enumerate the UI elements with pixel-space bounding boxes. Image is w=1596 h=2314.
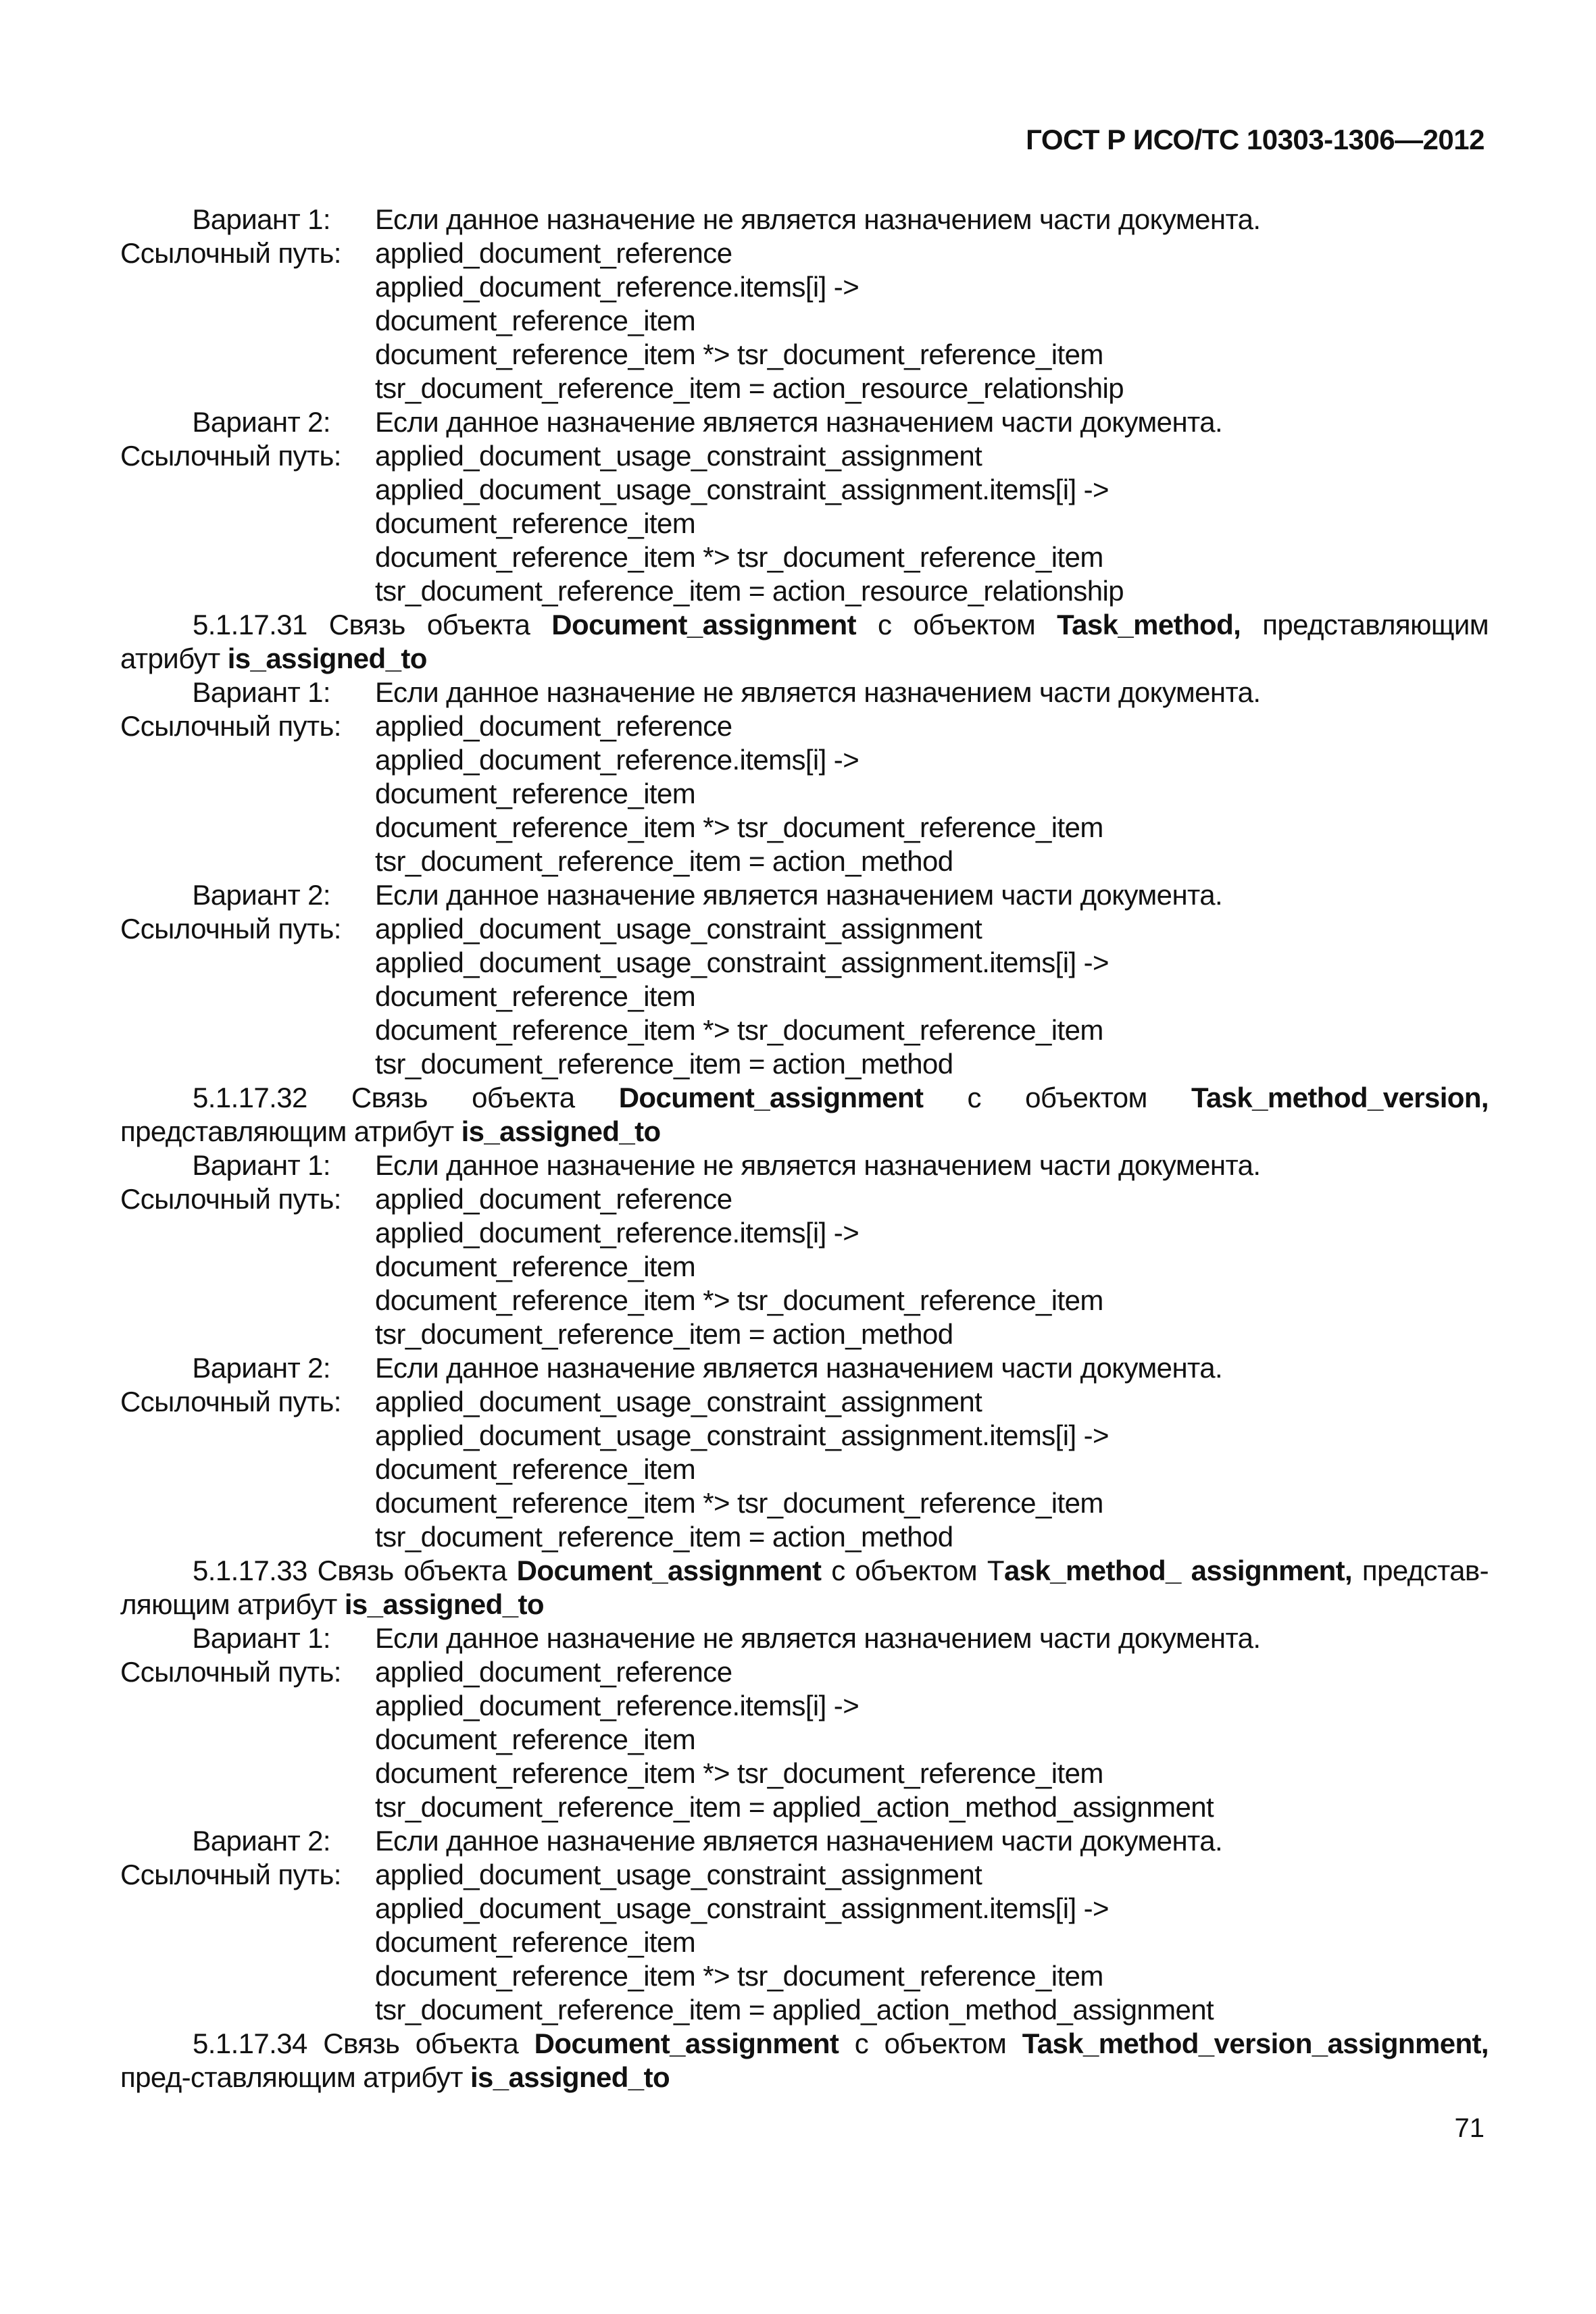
mapping-row bbox=[120, 1655, 1489, 1689]
row-label: Вариант 2: bbox=[192, 1825, 330, 1857]
row-label: Вариант 2: bbox=[192, 1352, 330, 1384]
row-value: document_reference_item *> tsr_document_reference_item bbox=[375, 338, 1103, 370]
row-label: Ссылочный путь: bbox=[120, 237, 341, 269]
row-value: tsr_document_reference_item = action_resource_relationship bbox=[375, 372, 1124, 404]
row-value: Если данное назначение является назначением части документа. bbox=[375, 1352, 1223, 1384]
row-label bbox=[120, 473, 375, 507]
mapping-row bbox=[120, 1182, 1489, 1216]
row-value: document_reference_item *> tsr_document_reference_item bbox=[375, 1014, 1103, 1046]
heading-attr: is_assigned_to bbox=[470, 2061, 670, 2093]
row-value: applied_document_usage_constraint_assignment bbox=[375, 1859, 982, 1890]
row-value: applied_document_usage_constraint_assignment bbox=[375, 1386, 982, 1417]
heading-entity: Document_assignment bbox=[618, 1082, 924, 1113]
mapping-row bbox=[120, 338, 1489, 372]
mapping-row bbox=[120, 439, 1489, 473]
row-value: document_reference_item *> tsr_document_reference_item bbox=[375, 1757, 1103, 1789]
mapping-row bbox=[120, 270, 1489, 304]
heading-prefix: 5.1.17.34 Связь объекта bbox=[193, 2028, 534, 2059]
row-label bbox=[120, 1926, 375, 1959]
row-label: Вариант 2: bbox=[192, 879, 330, 911]
row-value: document_reference_item bbox=[375, 305, 696, 336]
mapping-row bbox=[120, 912, 1489, 946]
row-label bbox=[120, 1689, 375, 1723]
heading-suffix: представляющим атрибут bbox=[120, 609, 1489, 674]
mapping-row bbox=[120, 1216, 1489, 1250]
row-label: Вариант 1: bbox=[192, 676, 330, 708]
row-value: document_reference_item bbox=[375, 980, 696, 1012]
row-value: document_reference_item bbox=[375, 1724, 696, 1755]
row-value: tsr_document_reference_item = applied_action_method_assignment bbox=[375, 1994, 1214, 2026]
row-value: document_reference_item bbox=[375, 1453, 696, 1485]
row-value: document_reference_item *> tsr_document_reference_item bbox=[375, 1284, 1103, 1316]
row-value: tsr_document_reference_item = applied_action_method_assignment bbox=[375, 1791, 1214, 1823]
row-value: tsr_document_reference_item = action_method bbox=[375, 845, 953, 877]
row-label: Вариант 1: bbox=[192, 203, 330, 235]
row-value: Если данное назначение не является назначением части документа. bbox=[375, 1149, 1261, 1181]
heading-mid: с объектом bbox=[855, 609, 1057, 640]
mapping-row bbox=[120, 1723, 1489, 1757]
mapping-row bbox=[120, 304, 1489, 338]
heading-target: Task_method_version_assignment, bbox=[1022, 2028, 1489, 2059]
mapping-row bbox=[120, 574, 1489, 608]
mapping-row bbox=[120, 1047, 1489, 1081]
row-value: document_reference_item bbox=[375, 1251, 696, 1282]
row-label bbox=[120, 845, 375, 878]
row-label bbox=[120, 372, 375, 405]
mapping-row bbox=[120, 845, 1489, 878]
row-value: document_reference_item bbox=[375, 778, 696, 809]
mapping-row bbox=[120, 1926, 1489, 1959]
mapping-row bbox=[120, 1149, 1489, 1182]
row-label: Вариант 1: bbox=[192, 1622, 330, 1654]
mapping-row bbox=[120, 878, 1489, 912]
mapping-row bbox=[120, 1486, 1489, 1520]
heading-attr: is_assigned_to bbox=[227, 643, 427, 674]
heading-prefix: 5.1.17.31 Связь объекта bbox=[193, 609, 552, 640]
row-label bbox=[120, 1486, 375, 1520]
row-label bbox=[120, 540, 375, 574]
row-label bbox=[120, 1790, 375, 1824]
row-label bbox=[120, 743, 375, 777]
row-label bbox=[120, 1013, 375, 1047]
row-label bbox=[120, 304, 375, 338]
row-value: tsr_document_reference_item = action_method bbox=[375, 1318, 953, 1350]
heading-mid: с объектом Т bbox=[821, 1555, 1004, 1586]
heading-mid: с объектом bbox=[923, 1082, 1191, 1113]
row-label: Вариант 2: bbox=[192, 406, 330, 438]
row-label: Ссылочный путь: bbox=[120, 913, 341, 945]
mapping-row bbox=[120, 1689, 1489, 1723]
row-label: Ссылочный путь: bbox=[120, 710, 341, 742]
row-value: Если данное назначение является назначением части документа. bbox=[375, 406, 1223, 438]
row-value: applied_document_usage_constraint_assignment bbox=[375, 440, 982, 472]
row-label: Ссылочный путь: bbox=[120, 1386, 341, 1417]
row-value: applied_document_reference.items[i] -> bbox=[375, 744, 859, 776]
section-heading bbox=[120, 2027, 1489, 2094]
row-value: applied_document_reference bbox=[375, 237, 732, 269]
row-label: Ссылочный путь: bbox=[120, 1859, 341, 1890]
row-label: Ссылочный путь: bbox=[120, 1183, 341, 1215]
row-label bbox=[120, 1317, 375, 1351]
heading-attr: is_assigned_to bbox=[344, 1588, 544, 1620]
row-value: applied_document_usage_constraint_assignment.items[i] -> bbox=[375, 947, 1109, 978]
mapping-row bbox=[120, 372, 1489, 405]
row-label bbox=[120, 1453, 375, 1486]
row-value: document_reference_item *> tsr_document_reference_item bbox=[375, 541, 1103, 573]
row-value: Если данное назначение не является назначением части документа. bbox=[375, 203, 1261, 235]
mapping-row bbox=[120, 811, 1489, 845]
mapping-row bbox=[120, 1351, 1489, 1385]
mapping-row bbox=[120, 1757, 1489, 1790]
row-label bbox=[120, 1250, 375, 1284]
section-heading bbox=[120, 1554, 1489, 1621]
row-value: document_reference_item *> tsr_document_reference_item bbox=[375, 811, 1103, 843]
mapping-row bbox=[120, 1453, 1489, 1486]
mapping-row bbox=[120, 1621, 1489, 1655]
heading-entity: Document_assignment bbox=[551, 609, 856, 640]
row-label bbox=[120, 980, 375, 1013]
heading-suffix: пред-ставляющим атрибут bbox=[120, 2061, 470, 2093]
row-value: tsr_document_reference_item = action_method bbox=[375, 1521, 953, 1553]
row-label: Вариант 1: bbox=[192, 1149, 330, 1181]
row-value: applied_document_reference.items[i] -> bbox=[375, 271, 859, 303]
mapping-row bbox=[120, 1520, 1489, 1554]
mapping-row bbox=[120, 1824, 1489, 1858]
mapping-row bbox=[120, 743, 1489, 777]
section-heading bbox=[120, 1081, 1489, 1149]
mapping-row bbox=[120, 540, 1489, 574]
heading-target: ask_method_ assignment, bbox=[1003, 1555, 1353, 1586]
row-label: Ссылочный путь: bbox=[120, 440, 341, 472]
row-value: tsr_document_reference_item = action_resource_relationship bbox=[375, 575, 1124, 607]
row-label bbox=[120, 1284, 375, 1317]
row-value: Если данное назначение является назначением части документа. bbox=[375, 879, 1223, 911]
mapping-row bbox=[120, 1250, 1489, 1284]
document-header: ГОСТ Р ИСО/ТС 10303-1306—2012 bbox=[1026, 124, 1485, 155]
row-label bbox=[120, 946, 375, 980]
mapping-row bbox=[120, 405, 1489, 439]
row-label bbox=[120, 270, 375, 304]
mapping-row bbox=[120, 1284, 1489, 1317]
mapping-row bbox=[120, 709, 1489, 743]
mapping-row bbox=[120, 1013, 1489, 1047]
mapping-row bbox=[120, 1317, 1489, 1351]
row-value: applied_document_reference bbox=[375, 1656, 732, 1688]
row-label bbox=[120, 338, 375, 372]
row-label bbox=[120, 1993, 375, 2027]
row-value: applied_document_reference bbox=[375, 710, 732, 742]
heading-suffix: представляющим атрибут bbox=[120, 1115, 462, 1147]
row-value: applied_document_reference.items[i] -> bbox=[375, 1217, 859, 1249]
heading-entity: Document_assignment bbox=[534, 2028, 839, 2059]
row-value: document_reference_item *> tsr_document_reference_item bbox=[375, 1487, 1103, 1519]
heading-attr: is_assigned_to bbox=[461, 1115, 661, 1147]
row-value: applied_document_usage_constraint_assignment bbox=[375, 913, 982, 945]
heading-target: Task_method, bbox=[1057, 609, 1241, 640]
row-value: applied_document_usage_constraint_assignment.items[i] -> bbox=[375, 1892, 1109, 1924]
row-value: Если данное назначение не является назначением части документа. bbox=[375, 1622, 1261, 1654]
row-value: document_reference_item bbox=[375, 507, 696, 539]
heading-target: Task_method_version, bbox=[1191, 1082, 1489, 1113]
mapping-row bbox=[120, 946, 1489, 980]
mapping-row bbox=[120, 980, 1489, 1013]
mapping-row bbox=[120, 473, 1489, 507]
mapping-row bbox=[120, 507, 1489, 540]
heading-mid: с объектом bbox=[839, 2028, 1022, 2059]
heading-prefix: 5.1.17.33 Связь объекта bbox=[193, 1555, 517, 1586]
row-label bbox=[120, 1047, 375, 1081]
row-value: applied_document_usage_constraint_assignment.items[i] -> bbox=[375, 474, 1109, 505]
row-label bbox=[120, 507, 375, 540]
row-value: Если данное назначение является назначением части документа. bbox=[375, 1825, 1223, 1857]
row-label bbox=[120, 1419, 375, 1453]
row-value: document_reference_item *> tsr_document_reference_item bbox=[375, 1960, 1103, 1992]
heading-prefix: 5.1.17.32 Связь объекта bbox=[193, 1082, 619, 1113]
heading-entity: Document_assignment bbox=[516, 1555, 822, 1586]
row-label bbox=[120, 1959, 375, 1993]
row-value: applied_document_usage_constraint_assignment.items[i] -> bbox=[375, 1419, 1109, 1451]
document-body bbox=[120, 203, 1489, 2094]
row-value: Если данное назначение не является назначением части документа. bbox=[375, 676, 1261, 708]
mapping-row bbox=[120, 676, 1489, 709]
mapping-row bbox=[120, 1419, 1489, 1453]
mapping-row bbox=[120, 1892, 1489, 1926]
row-label bbox=[120, 574, 375, 608]
mapping-row bbox=[120, 203, 1489, 236]
row-label bbox=[120, 1520, 375, 1554]
row-label: Ссылочный путь: bbox=[120, 1656, 341, 1688]
page-number: 71 bbox=[1454, 2113, 1485, 2143]
mapping-row bbox=[120, 236, 1489, 270]
row-label bbox=[120, 1757, 375, 1790]
mapping-row bbox=[120, 1993, 1489, 2027]
row-label bbox=[120, 1723, 375, 1757]
mapping-row bbox=[120, 1858, 1489, 1892]
mapping-row bbox=[120, 1385, 1489, 1419]
section-heading bbox=[120, 608, 1489, 676]
row-value: applied_document_reference.items[i] -> bbox=[375, 1690, 859, 1721]
row-label bbox=[120, 1892, 375, 1926]
row-value: applied_document_reference bbox=[375, 1183, 732, 1215]
row-label bbox=[120, 1216, 375, 1250]
row-label bbox=[120, 811, 375, 845]
mapping-row bbox=[120, 1790, 1489, 1824]
heading-suffix: представ-ляющим атрибут bbox=[120, 1555, 1489, 1620]
mapping-row bbox=[120, 1959, 1489, 1993]
mapping-row bbox=[120, 777, 1489, 811]
row-label bbox=[120, 777, 375, 811]
row-value: tsr_document_reference_item = action_method bbox=[375, 1048, 953, 1080]
row-value: document_reference_item bbox=[375, 1926, 696, 1958]
